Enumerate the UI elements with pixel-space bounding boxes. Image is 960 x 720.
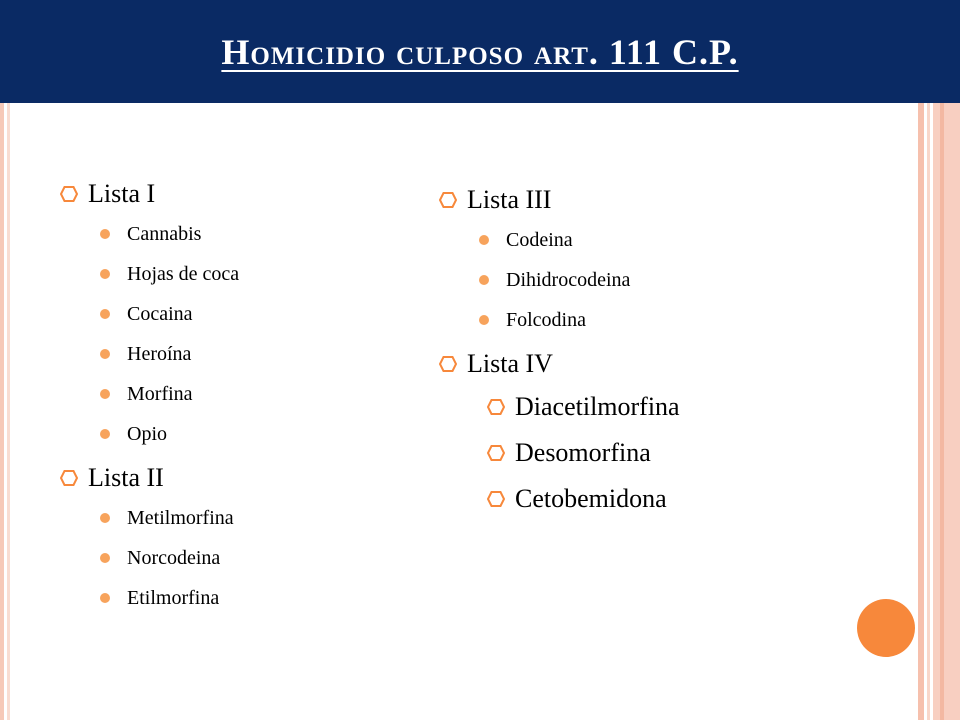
list-heading-label: Lista III xyxy=(467,185,552,214)
left-decorative-stripe xyxy=(0,103,4,720)
list-item xyxy=(487,476,859,522)
orange-dot-icon xyxy=(100,269,110,279)
right-decorative-band xyxy=(933,0,960,720)
list-heading-lista-i xyxy=(60,174,400,214)
list-heading-label: Lista II xyxy=(88,463,164,492)
right-decorative-stripe xyxy=(918,103,924,720)
hexagon-outline-icon xyxy=(60,186,78,202)
list-heading-lista-iii xyxy=(439,180,859,220)
list-heading-label: Lista I xyxy=(88,179,156,208)
hexagon-outline-icon xyxy=(487,399,505,415)
orange-dot-icon xyxy=(100,309,110,319)
list-item-label: Desomorfina xyxy=(515,438,651,467)
list-item-label: Cannabis xyxy=(127,222,202,245)
list-item xyxy=(100,334,400,374)
list-item xyxy=(479,260,859,300)
list-item-label: Folcodina xyxy=(506,308,586,331)
orange-dot-icon xyxy=(100,389,110,399)
hexagon-outline-icon xyxy=(439,356,457,372)
orange-dot-icon xyxy=(100,513,110,523)
right-decorative-band-line xyxy=(940,0,944,720)
list-item xyxy=(487,430,859,476)
right-decorative-stripe-thin xyxy=(927,103,930,720)
orange-dot-icon xyxy=(479,235,489,245)
right-column xyxy=(439,180,859,522)
list-item-label: Dihidrocodeina xyxy=(506,268,631,291)
list-item-label: Etilmorfina xyxy=(127,586,220,609)
orange-dot-icon xyxy=(100,593,110,603)
list-item xyxy=(479,300,859,340)
list-item xyxy=(487,384,859,430)
list-item xyxy=(100,498,400,538)
list-item xyxy=(100,294,400,334)
list-item xyxy=(100,374,400,414)
list-item xyxy=(100,538,400,578)
list-item-label: Cetobemidona xyxy=(515,484,667,513)
left-column xyxy=(60,174,400,618)
orange-dot-icon xyxy=(479,315,489,325)
list-item xyxy=(100,254,400,294)
list-heading-lista-ii xyxy=(60,458,400,498)
list-item xyxy=(100,578,400,618)
orange-dot-icon xyxy=(100,229,110,239)
list-item-label: Metilmorfina xyxy=(127,506,234,529)
list-item-label: Diacetilmorfina xyxy=(515,392,680,421)
hexagon-outline-icon xyxy=(487,445,505,461)
list-item-label: Hojas de coca xyxy=(127,262,240,285)
hexagon-outline-icon xyxy=(487,491,505,507)
list-item-label: Morfina xyxy=(127,382,193,405)
list-item-label: Opio xyxy=(127,422,167,445)
list-item-label: Heroína xyxy=(127,342,192,365)
list-heading-lista-iv xyxy=(439,344,859,384)
orange-dot-icon xyxy=(100,349,110,359)
list-item-label: Cocaina xyxy=(127,302,193,325)
hexagon-outline-icon xyxy=(60,470,78,486)
list-item-label: Codeina xyxy=(506,228,573,251)
list-item xyxy=(100,214,400,254)
list-item xyxy=(479,220,859,260)
list-item-label: Norcodeina xyxy=(127,546,221,569)
orange-circle-decoration xyxy=(857,599,915,657)
orange-dot-icon xyxy=(100,553,110,563)
hexagon-outline-icon xyxy=(439,192,457,208)
orange-dot-icon xyxy=(479,275,489,285)
left-decorative-stripe-inner xyxy=(7,103,10,720)
list-heading-label: Lista IV xyxy=(467,349,553,378)
orange-dot-icon xyxy=(100,429,110,439)
slide-title: Homicidio culposo art. 111 C.P. xyxy=(221,31,739,72)
list-item xyxy=(100,414,400,454)
